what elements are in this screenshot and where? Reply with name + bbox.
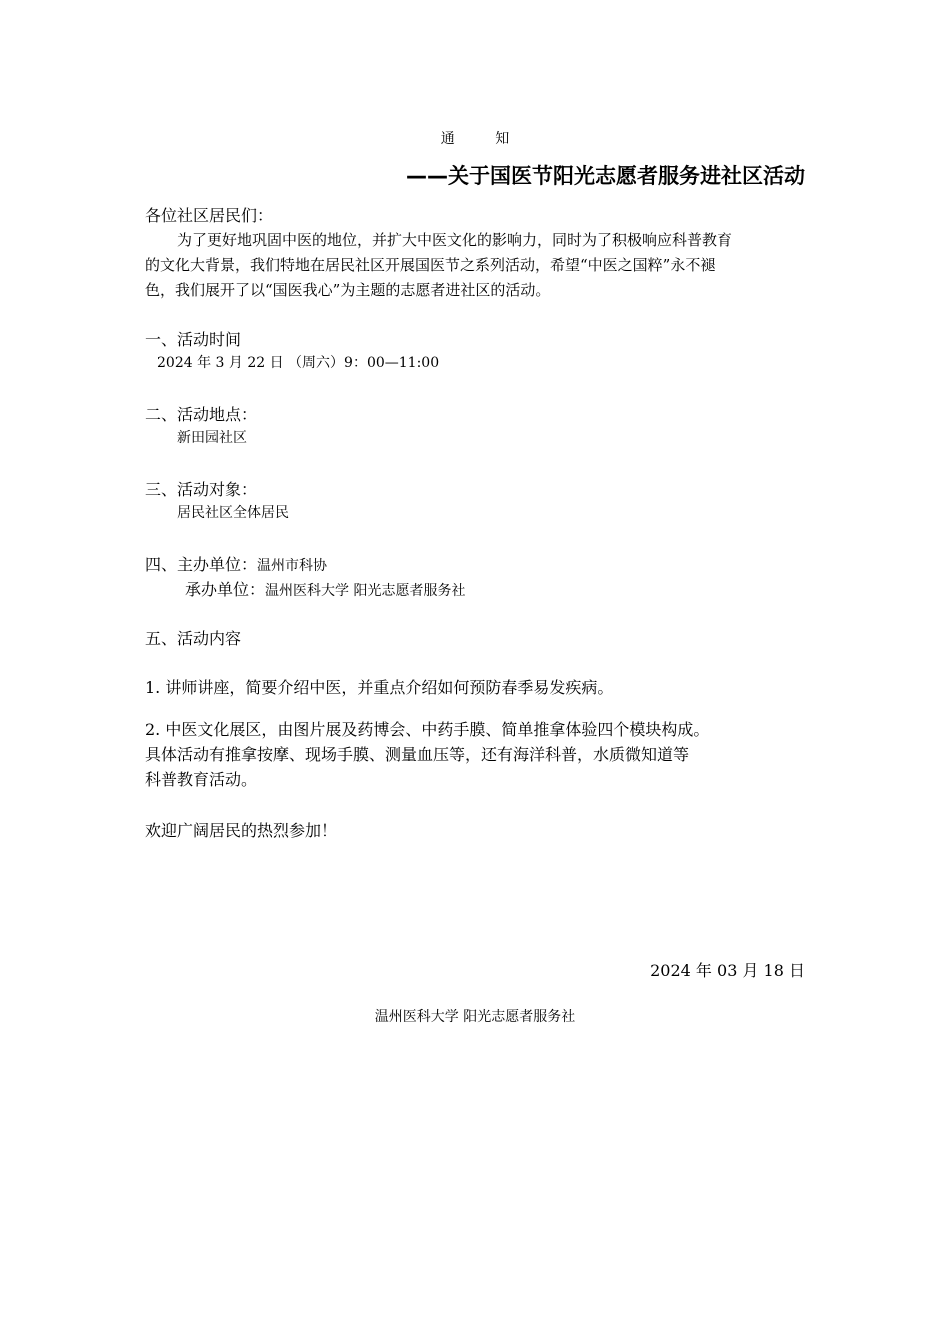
- section-location-value: 新田园社区: [177, 430, 247, 446]
- content-item-2-line: 具体活动有推拿按摩、现场手膜、测量血压等，还有海洋科普，水质微知道等: [145, 745, 690, 764]
- content-item-1: 1. 讲师讲座，简要介绍中医，并重点介绍如何预防春季易发疾病。: [145, 678, 614, 697]
- section-organizer-heading: [145, 552, 327, 575]
- content-item-2: [145, 717, 709, 792]
- organizer-label: 四、主办单位：: [145, 555, 258, 574]
- content-item-2-line: 科普教育活动。: [145, 770, 258, 789]
- section-audience-value: 居民社区全体居民: [177, 505, 289, 521]
- section-time-value: 2024 年 3 月 22 日 （周六）9：00—11:00: [157, 355, 440, 371]
- section-time-heading: 一、活动时间: [145, 330, 242, 349]
- document-title: 通 知: [440, 131, 528, 147]
- greeting: 各位社区居民们：: [145, 206, 274, 225]
- co-organizer-value: 温州医科大学 阳光志愿者服务社: [265, 583, 466, 599]
- intro-line: 色，我们展开了以“国医我心”为主题的志愿者进社区的活动。: [145, 281, 551, 299]
- intro-line: 为了更好地巩固中医的地位，并扩大中医文化的影响力，同时为了积极响应科普教育: [177, 231, 733, 249]
- section-location-heading: 二、活动地点：: [145, 405, 258, 424]
- closing-line: 欢迎广阔居民的热烈参加！: [145, 821, 338, 840]
- document-signature: 温州医科大学 阳光志愿者服务社: [374, 1009, 576, 1025]
- intro-line: 的文化大背景，我们特地在居民社区开展国医节之系列活动，希望“中医之国粹”永不褪: [145, 256, 716, 274]
- document-subtitle: ——关于国医节阳光志愿者服务进社区活动: [406, 164, 805, 188]
- section-co-organizer: [185, 577, 465, 600]
- organizer-value: 温州市科协: [257, 558, 328, 574]
- document-date: 2024 年 03 月 18 日: [650, 961, 805, 980]
- intro-paragraph: [145, 228, 808, 303]
- section-audience-heading: 三、活动对象：: [145, 480, 258, 499]
- section-content-heading: 五、活动内容: [145, 629, 242, 648]
- content-item-2-line: 2. 中医文化展区，由图片展及药博会、中药手膜、简单推拿体验四个模块构成。: [145, 720, 710, 739]
- co-organizer-label: 承办单位：: [185, 580, 266, 599]
